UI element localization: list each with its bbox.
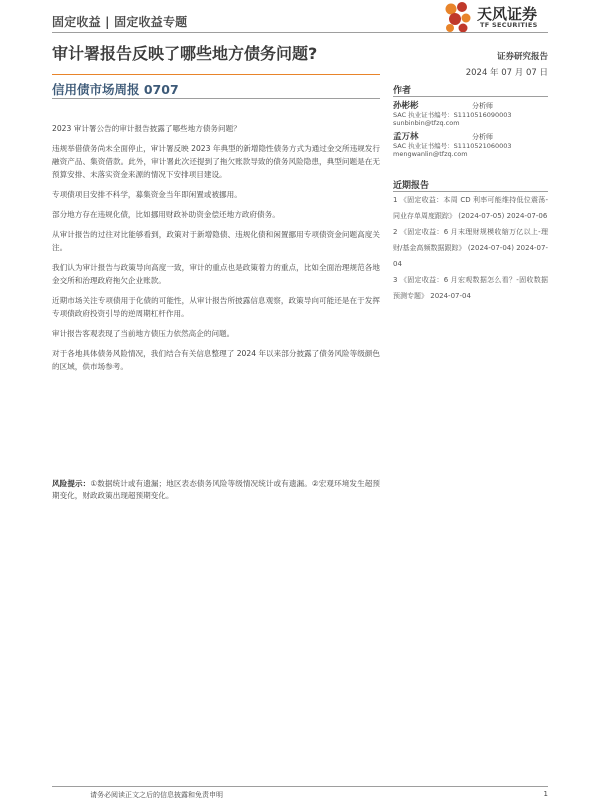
- report-subtitle: 信用债市场周报 0707: [52, 82, 179, 97]
- recent-report-publish-date: 2024-07-04: [430, 292, 471, 300]
- title-accent-divider: [52, 74, 380, 75]
- recent-report-publish-date: 2024-07-04: [393, 244, 548, 268]
- author-sac: SAC 执业证书编号：S1110521060003: [393, 142, 512, 150]
- risk-label: 风险提示：: [52, 479, 91, 488]
- report-body: [52, 122, 380, 380]
- body-paragraph: 近期市场关注专项债用于化债的可能性，从审计报告所披露信息观察，政策导向可能还是在于发挥专项债政府投资引导的逆周期杠杆作用。: [52, 296, 380, 318]
- author-sac: SAC 执业证书编号：S1110516090003: [393, 111, 512, 119]
- author-name: 孙彬彬: [393, 101, 419, 111]
- recent-report-date: (2024-07-04): [467, 244, 514, 252]
- recent-report-item[interactable]: [393, 272, 548, 304]
- logo-subtitle: TF SECURITIES: [480, 21, 538, 29]
- footer-divider: [52, 786, 548, 787]
- body-paragraph: 我们认为审计报告与政策导向高度一致，审计的重点也是政策着力的重点，比如全面治理规范各地金交所和治理政府拖欠企业账款。: [52, 263, 380, 285]
- authors-divider: [393, 96, 548, 97]
- recent-report-item[interactable]: [393, 224, 548, 272]
- logo-name: 天风证券: [477, 5, 538, 23]
- risk-text: ①数据统计或有遗漏；地区表态债务风险等级情况统计或有遗漏。②宏观环境发生超预期变化，财政政策出现超预期变化。: [52, 479, 381, 500]
- report-type: 证券研究报告: [496, 52, 548, 62]
- subtitle-divider: [52, 98, 380, 99]
- author-email[interactable]: mengwanlin@tfzq.com: [393, 150, 468, 158]
- recent-reports-list: [393, 192, 548, 304]
- page-number: 1: [543, 790, 548, 798]
- author-role: 分析师: [472, 133, 493, 141]
- recent-report-publish-date: 2024-07-06: [506, 212, 548, 220]
- body-paragraph: 2023 审计署公告的审计报告披露了哪些地方债务问题？: [52, 124, 241, 133]
- footer-disclaimer: 请务必阅读正文之后的信息披露和免责申明: [90, 791, 223, 799]
- recent-reports-heading: 近期报告: [393, 181, 430, 191]
- header-divider: [52, 32, 548, 33]
- body-paragraph: 对于各地具体债务风险情况，我们结合有关信息整理了 2024 年以来部分披露了债务风险等级颜色的区域，供市场参考。: [52, 349, 380, 371]
- page-title: 审计署报告反映了哪些地方债务问题?: [52, 44, 318, 63]
- body-paragraph: 审计报告客观表现了当前地方债压力依然高企的问题。: [52, 329, 235, 338]
- author-role: 分析师: [472, 102, 493, 110]
- body-paragraph: 违规举借债务尚未全面停止，审计署反映 2023 年典型的新增隐性债务方式为通过金交所违规发行融资产品、集资借款。此外，审计署此次还提到了拖欠账款导致的债务风险隐患，典型问题是在无预算安排、未落实资金来源的情况下安排项目建设。: [52, 144, 380, 179]
- author-email[interactable]: sunbinbin@tfzq.com: [393, 119, 460, 127]
- body-paragraph: 部分地方存在违规化债，比如挪用财政补助资金偿还地方政府债务。: [52, 210, 280, 219]
- report-date: 2024 年 07 月 07 日: [465, 68, 548, 78]
- authors-heading: 作者: [393, 86, 412, 96]
- recent-report-title: 1 《固定收益：本周 CD 利率可能维持低位震荡-同业存单周度跟踪》: [393, 196, 548, 220]
- body-paragraph: 从审计报告的过往对比能够看到，政策对于新增隐债、违规化债和闲置挪用专项债资金问题高度关注。: [52, 230, 380, 252]
- author-name: 孟万林: [393, 132, 419, 142]
- recent-report-date: (2024-07-05): [458, 212, 505, 220]
- recent-report-item[interactable]: [393, 192, 548, 224]
- header-category: 固定收益 | 固定收益专题: [52, 15, 188, 29]
- risk-notice: [52, 478, 380, 502]
- body-paragraph: 专项债项目安排不科学，募集资金当年即闲置或被挪用。: [52, 190, 242, 199]
- recent-report-title: 2 《固定收益：6 月末理财规模收缩万亿以上-理财/基金高频数据跟踪》: [393, 228, 548, 252]
- recent-report-title: 3 《固定收益：6 月宏观数据怎么看？-固收数据预测专题》: [393, 276, 548, 300]
